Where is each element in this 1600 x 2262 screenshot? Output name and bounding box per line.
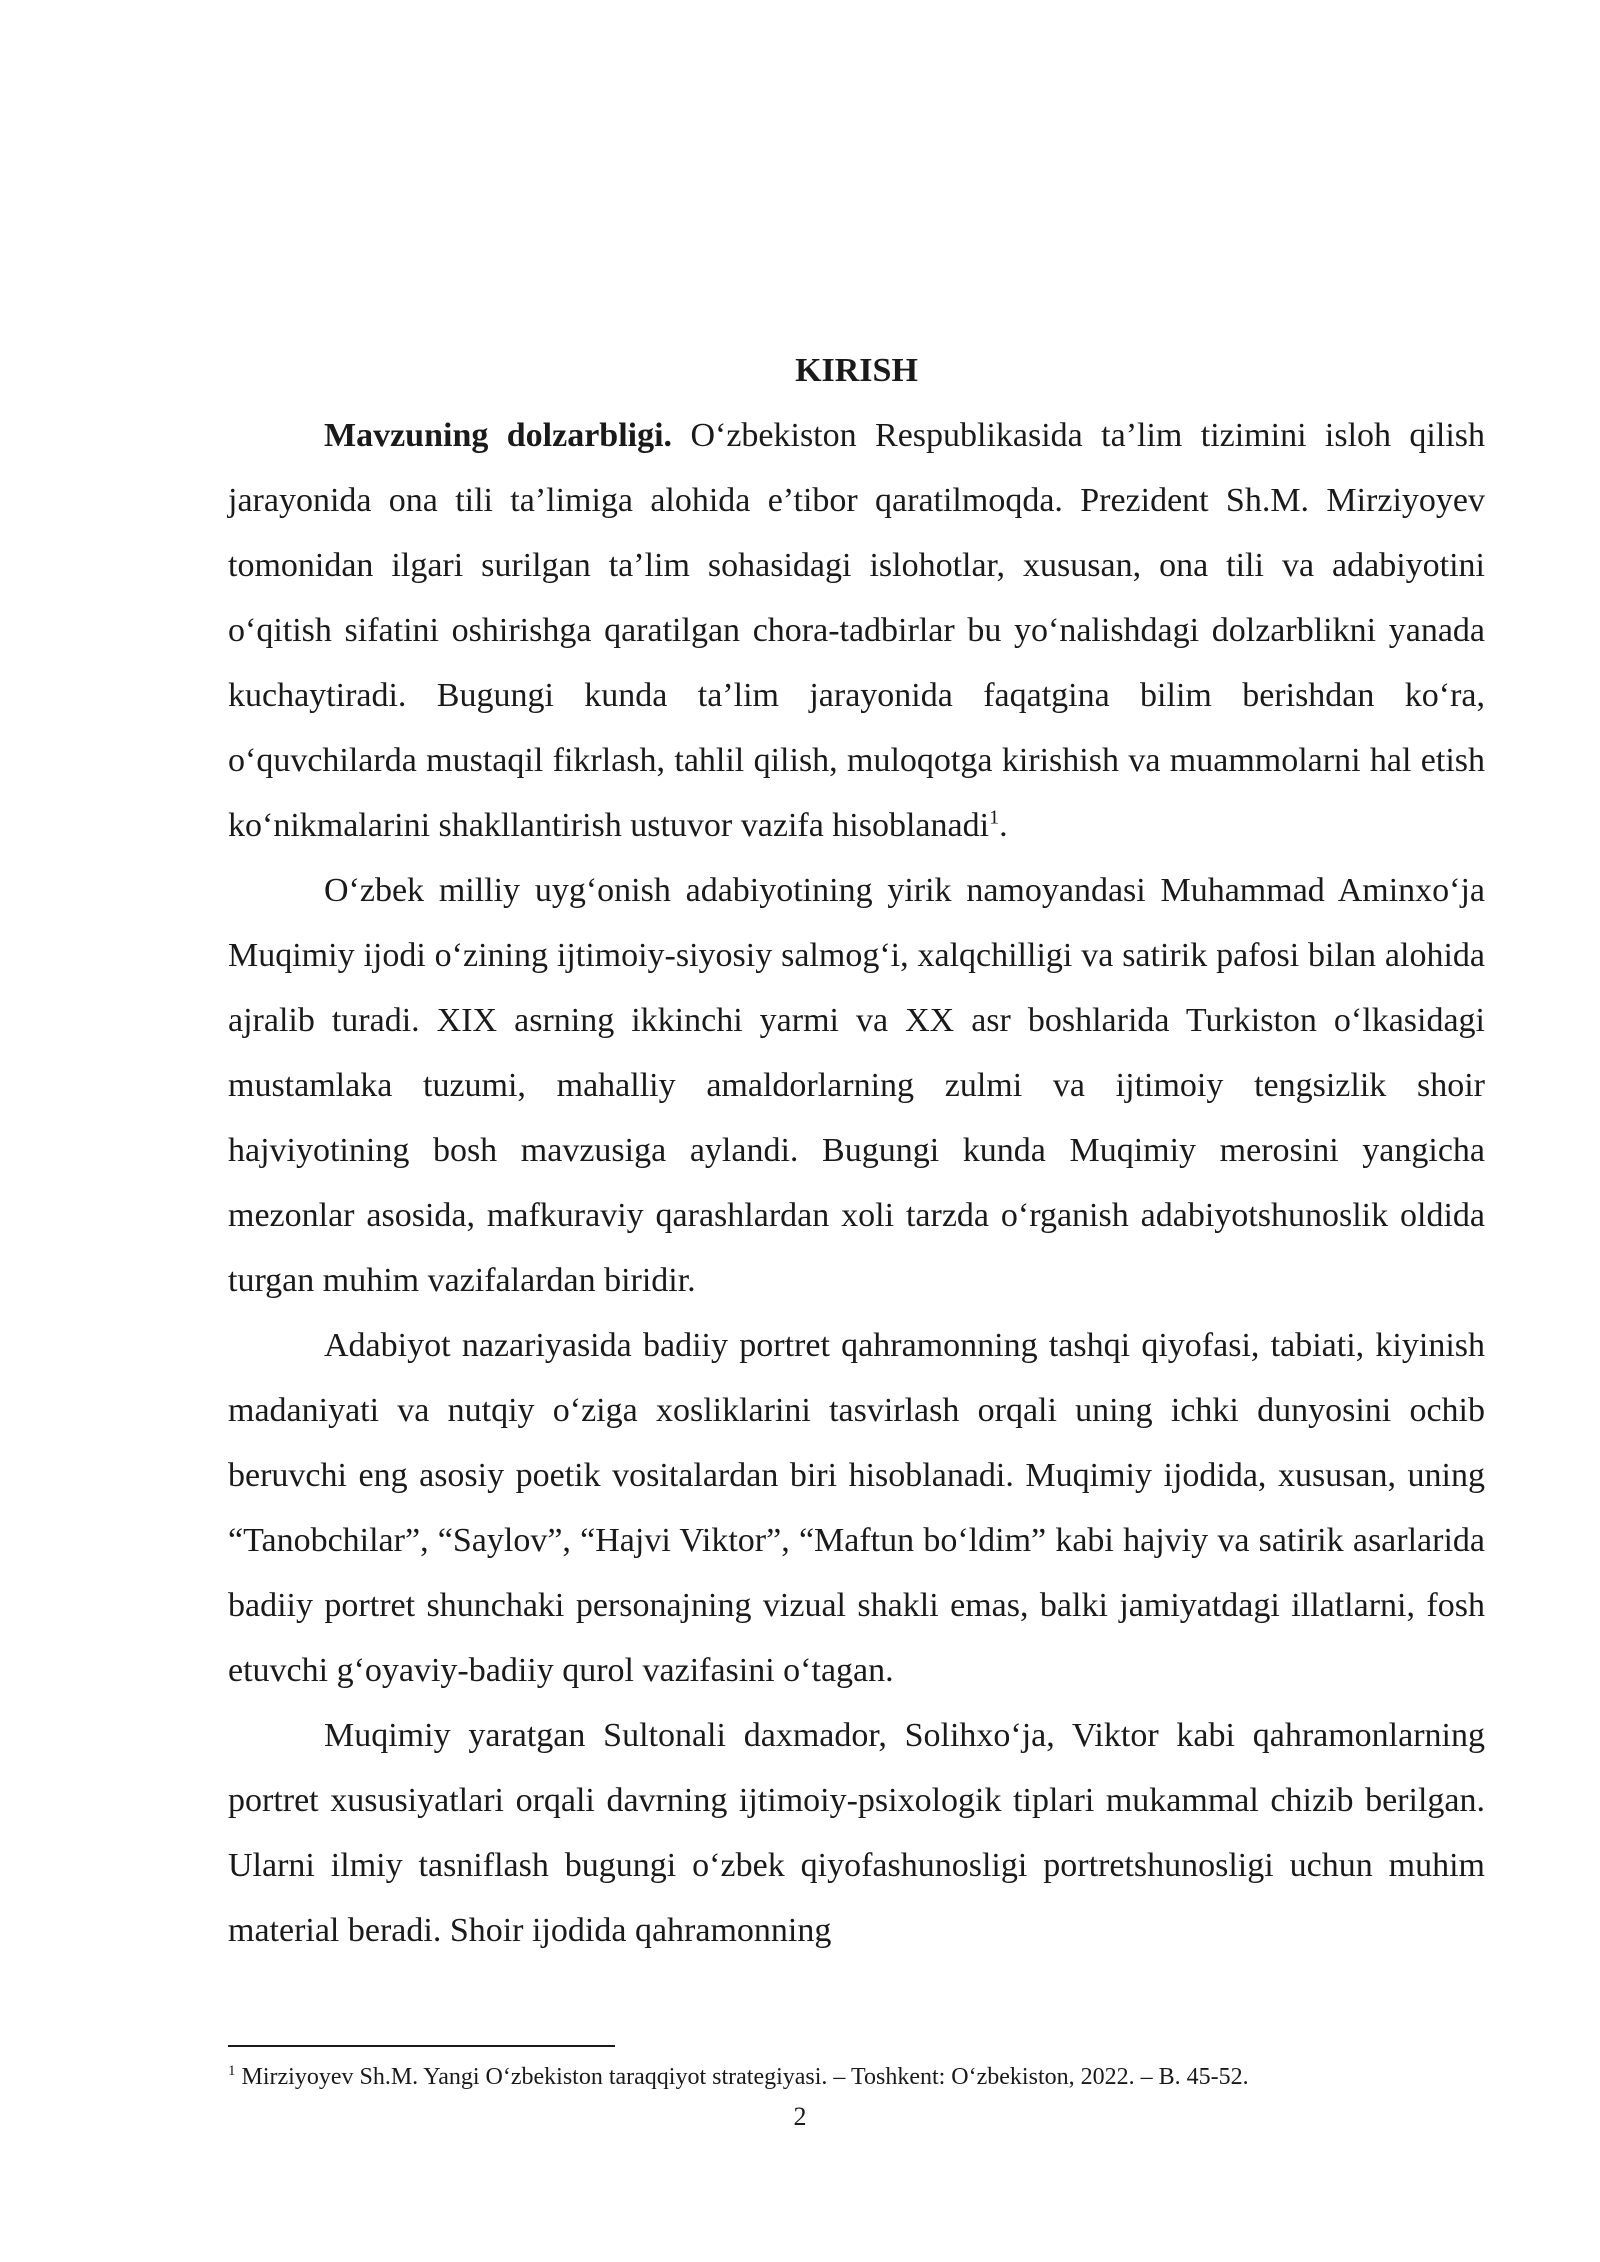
paragraph-4: Muqimiy yaratgan Sultonali daxmador, Solihxo‘ja, Viktor kabi qahramonlarning portret xususiyatlari orqali davrning ijtimoiy-psixologik tiplari mukammal chizib berilgan. Ularni ilmiy tasniflash bugungi o‘zbek qiyofashunosligi portretshunosligi uchun muhim material beradi. Shoir ijodida qahramonning xyxy=(228,1717,1485,1949)
section-title: KIRISH xyxy=(795,352,918,389)
paragraph-lead: Mavzuning dolzarbligi. xyxy=(324,417,673,454)
body-text xyxy=(228,338,1485,1963)
paragraph-text: O‘zbekiston Respublikasida ta’lim tizimini isloh qilish jarayonida ona tili ta’limiga alohida e’tibor qaratilmoqda. Prezident Sh.M. Mirziyoyev tomonidan ilgari surilgan ta’lim sohasidagi islohotlar, xususan, ona tili va adabiyotini o‘qitish sifatini oshirishga qaratilgan chora-tadbirlar bu yo‘nalishdagi dolzarblikni yanada kuchaytiradi. Bugungi kunda ta’lim jarayonida faqatgina bilim berishdan ko‘ra, o‘quvchilarda mustaqil fikrlash, tahlil qilish, muloqotga kirishish va muammolarni hal etish ko‘nikmalarini shakllantirish ustuvor vazifa hisoblanadi xyxy=(228,417,1485,844)
paragraph-2: O‘zbek milliy uyg‘onish adabiyotining yirik namoyandasi Muhammad Aminxo‘ja Muqimiy ijodi o‘zining ijtimoiy-siyosiy salmog‘i, xalqchilligi va satirik pafosi bilan alohida ajralib turadi. XIX asrning ikkinchi yarmi va XX asr boshlarida Turkiston o‘lkasidagi mustamlaka tuzumi, mahalliy amaldorlarning zulmi va ijtimoiy tengsizlik shoir hajviyotining bosh mavzusiga aylandi. Bugungi kunda Muqimiy merosini yangicha mezonlar asosida, mafkuraviy qarashlardan xoli tarzda o‘rganish adabiyotshunoslik oldida turgan muhim vazifalardan biridir. xyxy=(228,872,1485,1299)
footnote-text: Mirziyoyev Sh.M. Yangi O‘zbekiston taraqqiyot strategiyasi. – Toshkent: O‘zbekiston, 2022. – B. 45-52. xyxy=(235,2064,1249,2090)
page-number: 2 xyxy=(793,2102,807,2131)
paragraph-tail: . xyxy=(999,807,1008,844)
footnote-separator xyxy=(228,2045,615,2047)
footnote-reference[interactable]: 1 xyxy=(989,806,1000,829)
paragraph-3: Adabiyot nazariyasida badiiy portret qahramonning tashqi qiyofasi, tabiati, kiyinish madaniyati va nutqiy o‘ziga xosliklarini tasvirlash orqali uning ichki dunyosini ochib beruvchi eng asosiy poetik vositalardan biri hisoblanadi. Muqimiy ijodida, xususan, uning “Tanobchilar”, “Saylov”, “Hajvi Viktor”, “Maftun bo‘ldim” kabi hajviy va satirik asarlarida badiiy portret shunchaki personajning vizual shakli emas, balki jamiyatdagi illatlarni, fosh etuvchi g‘oyaviy-badiiy qurol vazifasini o‘tagan. xyxy=(228,1327,1485,1689)
footnote-number: 1 xyxy=(228,2063,236,2079)
paragraph-1 xyxy=(228,403,1485,858)
footnote xyxy=(228,2060,1485,2094)
